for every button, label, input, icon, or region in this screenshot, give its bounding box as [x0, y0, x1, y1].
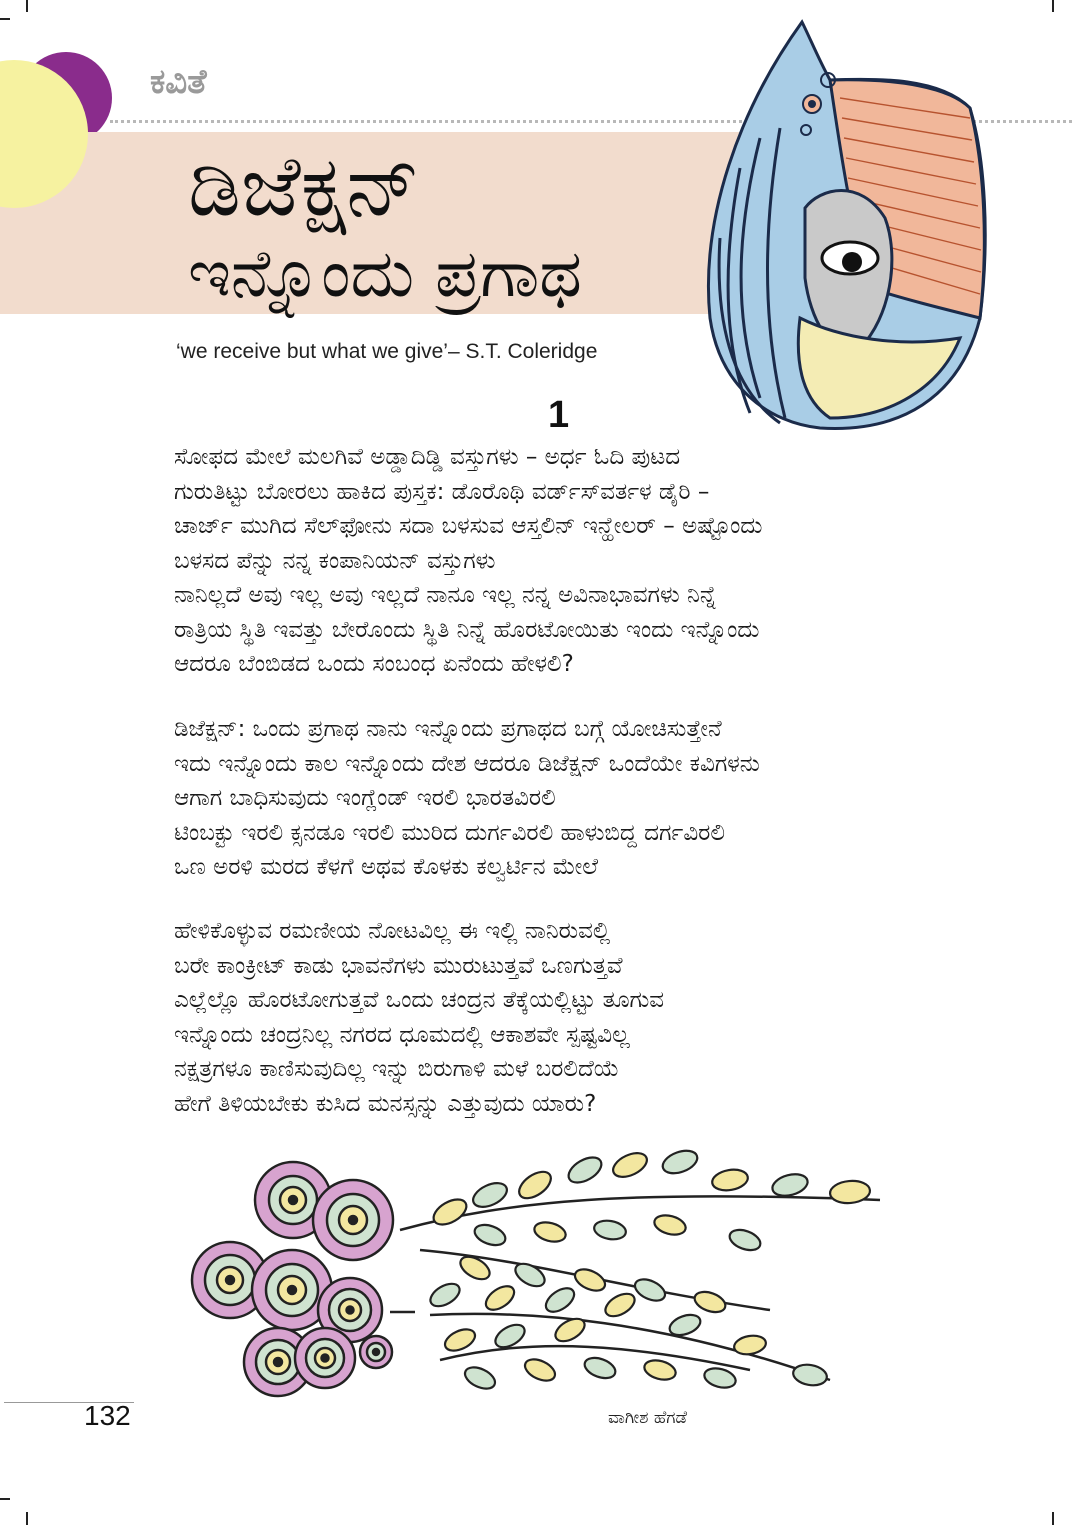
leaves — [427, 1146, 871, 1392]
epigraph: ‘we receive but what we give’– S.T. Coleridge — [176, 340, 598, 363]
flowers-leaves-illustration — [190, 1140, 890, 1410]
poem-line: ಇದು ಇನ್ನೊಂದು ಕಾಲ ಇನ್ನೊಂದು ದೇಶ ಆದರೂ ಡಿಜೆಕ್ಷನ್ ಒಂದೆಯೇ ಕವಿಗಳನು — [174, 750, 760, 777]
poem-line: ಬಳಸದ ಪೆನ್ನು ನನ್ನ ಕಂಪಾನಿಯನ್ ವಸ್ತುಗಳು — [174, 547, 496, 574]
stanza — [174, 712, 934, 885]
stanza — [174, 440, 934, 682]
poem-line: ನಾನಿಲ್ಲದೆ ಅವು ಇಲ್ಲ ಅವು ಇಲ್ಲದೆ ನಾನೂ ಇಲ್ಲ ನನ್ನ ಅವಿನಾಭಾವಗಳು ನಿನ್ನೆ — [174, 582, 717, 608]
stanza — [174, 914, 934, 1121]
crop-mark — [0, 1498, 10, 1500]
poem-line: ಆದರೂ ಬೆಂಬಿಡದ ಒಂದು ಸಂಬಂಧ ಏನೆಂದು ಹೇಳಲಿ? — [174, 651, 574, 677]
section-label: ಕವಿತೆ — [150, 62, 207, 102]
artist-credit: ವಾಗೀಶ ಹೆಗಡೆ — [608, 1408, 687, 1428]
poem-line: ಚಾರ್ಜ್ ಮುಗಿದ ಸೆಲ್‌ಫೋನು ಸದಾ ಬಳಸುವ ಆಸ್ತಲಿನ್ ಇನ್ಹೇಲರ್ – ಅಷ್ಟೊಂದು — [174, 513, 763, 539]
poem-line: ನಕ್ಷತ್ರಗಳೂ ಕಾಣಿಸುವುದಿಲ್ಲ ಇನ್ನು ಬಿರುಗಾಳಿ ಮಳೆ ಬರಲಿದೆಯೆ — [174, 1056, 620, 1082]
poem-line: ಸೋಫದ ಮೇಲೆ ಮಲಗಿವೆ ಅಡ್ಡಾದಿಡ್ಡಿ ವಸ್ತುಗಳು – ಅರ್ಧ ಓದಿ ಪುಟದ — [174, 444, 681, 470]
part-number: 1 — [548, 394, 570, 436]
poem-line: ಟಿಂಬಕ್ಟು ಇರಲಿ ಕ್ಸನಡೂ ಇರಲಿ ಮುರಿದ ದುರ್ಗವಿರಲಿ ಹಾಳುಬಿದ್ದ ದರ್ಗವಿರಲಿ — [174, 819, 725, 846]
crop-mark — [0, 18, 10, 20]
poem-line: ಇನ್ನೊಂದು ಚಂದ್ರನಿಲ್ಲ ನಗರದ ಧೂಮದಲ್ಲಿ ಆಕಾಶವೇ ಸ್ಪಷ್ಟವಿಲ್ಲ — [174, 1021, 630, 1048]
crop-mark — [26, 1512, 28, 1525]
poem-line: ಬರೇ ಕಾಂಕ್ರೀಟ್ ಕಾಡು ಭಾವನೆಗಳು ಮುರುಟುತ್ತವೆ ಒಣಗುತ್ತವೆ — [174, 952, 623, 979]
poem-line: ಗುರುತಿಟ್ಟು ಬೋರಲು ಹಾಕಿದ ಪುಸ್ತಕ: ಡೊರೊಥಿ ವರ್ಡ್‌ಸ್‌ವರ್ತಳ ಡೈರಿ – — [174, 478, 710, 505]
poem-title: ಡಿಜೆಕ್ಷನ್ — [188, 137, 421, 235]
face-illustration — [700, 18, 990, 433]
page-number: 132 — [84, 1400, 131, 1431]
poem-line: ಆಗಾಗ ಬಾಧಿಸುವುದು ಇಂಗ್ಲೆಂಡ್ ಇರಲಿ ಭಾರತವಿರಲಿ — [174, 785, 556, 811]
crop-mark — [26, 0, 28, 12]
poem-subtitle: ಇನ್ನೊಂದು ಪ್ರಗಾಥ — [188, 235, 582, 312]
poem-line: ಡಿಜೆಕ್ಷನ್: ಒಂದು ಪ್ರಗಾಥ ನಾನು ಇನ್ನೊಂದು ಪ್ರಗಾಥದ ಬಗ್ಗೆ ಯೋಚಿಸುತ್ತೇನೆ — [174, 716, 722, 742]
crop-mark — [1052, 1512, 1054, 1525]
poem-line: ಒಣ ಅರಳಿ ಮರದ ಕೆಳಗೆ ಅಥವ ಕೊಳಕು ಕಲ್ವರ್ಟಿನ ಮೇಲೆ — [174, 854, 599, 880]
poem-line: ಎಲ್ಲೆಲ್ಲೊ ಹೊರಟೋಗುತ್ತವೆ ಒಂದು ಚಂದ್ರನ ತೆಕ್ಕೆಯಲ್ಲಿಟ್ಟು ತೂಗುವ — [174, 987, 665, 1013]
poem-line: ಹೇಳಿಕೊಳ್ಳುವ ರಮಣೀಯ ನೋಟವಿಲ್ಲ ಈ ಇಲ್ಲಿ ನಾನಿರುವಲ್ಲಿ — [174, 918, 611, 944]
flower-cluster — [192, 1162, 393, 1396]
crop-mark — [1052, 0, 1054, 12]
poem-line: ರಾತ್ರಿಯ ಸ್ಥಿತಿ ಇವತ್ತು ಬೇರೊಂದು ಸ್ಥಿತಿ ನಿನ್ನೆ ಹೊರಟೋಯಿತು ಇಂದು ಇನ್ನೊಂದು — [174, 616, 760, 643]
poem-line: ಹೇಗೆ ತಿಳಿಯಬೇಕು ಕುಸಿದ ಮನಸ್ಸನ್ನು ಎತ್ತುವುದು ಯಾರು? — [174, 1090, 597, 1117]
